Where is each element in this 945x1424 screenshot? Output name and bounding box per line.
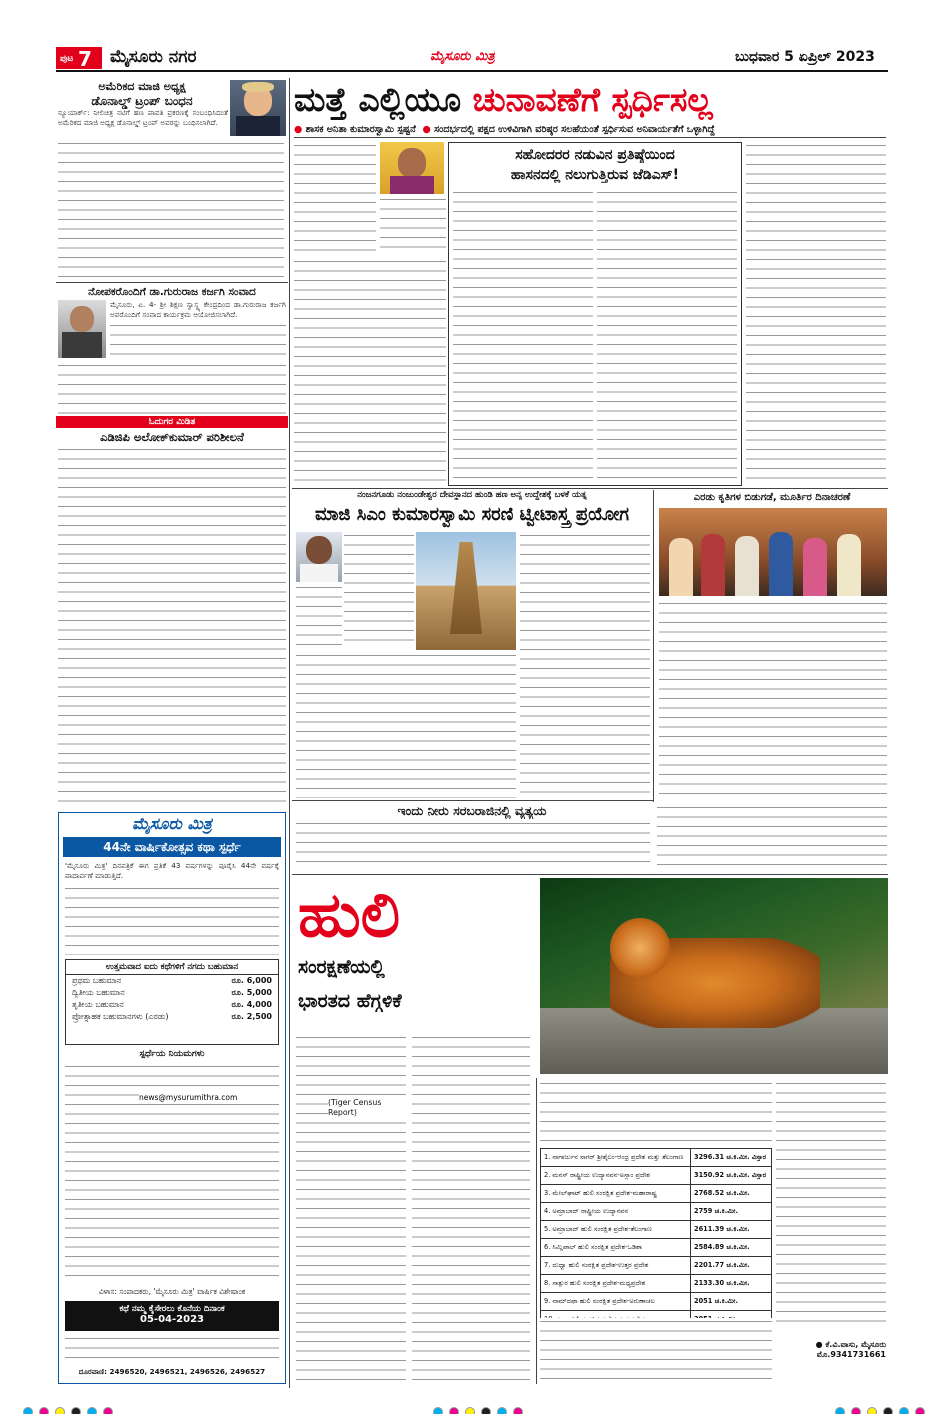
reserve-area: 2584.89 ಚ.ಕಿ.ಮೀ. <box>691 1239 772 1257</box>
contest-box <box>58 812 286 1384</box>
contest-intro-body <box>65 885 279 955</box>
tiger-photo <box>540 878 888 1074</box>
prize-list <box>66 975 278 1023</box>
water-headline: ಇಂದು ನೀರು ಸರಬರಾಜಿನಲ್ಲಿ ವ್ಯತ್ಯಯ <box>397 803 547 818</box>
reserve-area: 2611.39 ಚ.ಕಿ.ಮೀ. <box>691 1221 772 1239</box>
hassan-title-2: ಹಾಸನದಲ್ಲಿ ನಲುಗುತ್ತಿರುವ ಜೆಡಿಎಸ್! <box>510 167 680 183</box>
hundi-headline: ಮಾಜಿ ಸಿಎಂ ಕುಮಾರಸ್ವಾಮಿ ಸರಣಿ ಟ್ವೀಟಾಸ್ತ್ರ ಪ್ರಯೋಗ <box>314 504 630 525</box>
registration-dot <box>867 1407 877 1414</box>
masthead-logo: ಮೈಸೂರು ಮಿತ್ರ <box>430 49 495 64</box>
reserve-name <box>541 1149 691 1167</box>
prize-row <box>66 1011 278 1023</box>
table-row <box>541 1293 772 1311</box>
prize-label: ತೃತೀಯ ಬಹುಮಾನ <box>72 1000 124 1009</box>
reserve-name <box>541 1221 691 1239</box>
table-row <box>541 1257 772 1275</box>
registration-dot <box>835 1407 845 1414</box>
trump-body-text <box>58 140 284 278</box>
deadline-date: 05-04-2023 <box>140 1314 204 1325</box>
registration-dot <box>87 1407 97 1414</box>
hundi-body-c <box>296 652 516 798</box>
reserve-area: 2051 ಚ.ಕಿ.ಮೀ. <box>691 1293 772 1311</box>
hundi-body-a <box>344 532 414 648</box>
tiger-big-title: ಹುಲಿ <box>298 878 401 951</box>
hundi-body-d <box>520 532 650 798</box>
hundi-kicker: ನಂಜನಗೂಡು ನಂಜುಂಡೇಶ್ವರ ದೇವಸ್ಥಾನದ ಹುಂಡಿ ಹಣ ಅನ್ಯ ಉದ್ದೇಶಕ್ಕೆ ಬಳಕೆ ಯತ್ನ <box>357 490 587 500</box>
contest-intro: 'ಮೈಸೂರು ಮಿತ್ರ' ದಿನಪತ್ರಿಕೆ ಈಗ ಪ್ರತಿಕೆ 43 ವರ್ಷಗಳನ್ನು ಪೂರೈಸಿ 44ನೇ ವರ್ಷಕ್ಕೆ ಪಾದಾರ್ಪಣೆ ಮಾಡುತ್ತಿದೆ. <box>65 861 279 880</box>
reserve-area: 2759 ಚ.ಕಿ.ಮೀ. <box>691 1203 772 1221</box>
tiger-census-note: (Tiger Census Report) <box>328 1098 410 1118</box>
prize-row <box>66 975 278 987</box>
table-row <box>541 1185 772 1203</box>
hassan-title-1: ಸಹೋದರರ ನಡುವಿನ ಪ್ರತಿಷ್ಠೆಯಿಂದ <box>515 147 675 163</box>
table-row <box>541 1239 772 1257</box>
column-divider <box>653 490 654 802</box>
contest-phones: ದೂರವಾಣಿ: 2496520, 2496521, 2496526, 2496527 <box>78 1367 266 1376</box>
kargi-photo <box>58 300 106 358</box>
table-row <box>541 1221 772 1239</box>
trump-title-1: ಅಮೆರಿಕದ ಮಾಜಿ ಅಧ್ಯಕ್ಷ <box>98 80 186 93</box>
kargi-headline: ನೋಪಕರೊಂದಿಗೆ ಡಾ.ಗುರುರಾಜ ಕರ್ಜಗಿ ಸಂವಾದ <box>88 286 256 298</box>
section-name: ಮೈಸೂರು ನಗರ <box>110 47 197 67</box>
election-body-a <box>294 142 376 256</box>
books-body-text-2 <box>657 804 887 870</box>
prize-label: ದ್ವಿತೀಯ ಬಹುಮಾನ <box>72 988 125 997</box>
prize-table <box>65 959 279 1045</box>
tiger-body-b <box>412 1034 530 1384</box>
anitha-photo <box>380 142 444 194</box>
table-row <box>541 1275 772 1293</box>
tiger-reserve-table <box>540 1148 772 1329</box>
section-banner: ಓದುಗರ ಮಿಡಿತ <box>56 416 288 428</box>
reserve-title: ನಾಗಾರ್ಜುನ ಸಾಗರ್ ಶ್ರೀಶೈಲಂ-ಆಂಧ್ರ ಪ್ರದೇಶ ಮತ್ತು ತೆಲಂಗಾಣ <box>552 1153 684 1161</box>
prize-amount: ರೂ. 5,000 <box>231 988 272 997</box>
books-event-photo <box>659 508 887 596</box>
reserve-title: ಅಮ್ರಾಬಾದ್ ಹುಲಿ ಸಂರಕ್ಷಿತ ಪ್ರದೇಶ-ತೆಲಂಗಾಣ <box>552 1225 652 1233</box>
tiger-body-c <box>540 1080 772 1146</box>
hdk-photo <box>296 532 342 582</box>
election-headline-b: ಚುನಾವಣೆಗೆ ಸ್ಪರ್ಧಿಸಲ್ಲ <box>472 80 713 119</box>
reserve-name <box>541 1257 691 1275</box>
election-sub-2: ಸಂದರ್ಭದಲ್ಲಿ ಪಕ್ಷದ ಉಳಿವಿಗಾಗಿ ವರಿಷ್ಠರ ಸಲಹೆಯಂತೆ ಸ್ಪರ್ಧಿಸುವ ಅನಿವಾರ್ಯತೆಗೆ ಒಳ್ಳಾಗಿದ್ದೆ <box>434 124 715 135</box>
page-number-box <box>56 47 102 69</box>
issue-date: ಬುಧವಾರ 5 ಏಪ್ರಿಲ್ 2023 <box>735 49 875 65</box>
divider <box>292 488 888 489</box>
reserve-area: 2133.30 ಚ.ಕಿ.ಮೀ. <box>691 1275 772 1293</box>
tiger-body-e <box>776 1080 886 1330</box>
contest-email: news@mysurumithra.com <box>139 1093 279 1102</box>
column-divider <box>536 1078 537 1384</box>
registration-dot <box>71 1407 81 1414</box>
divider <box>292 800 654 801</box>
page-number: 7 <box>78 47 92 69</box>
reserve-title: ನಾಮ್‌ದಫಾ ಹುಲಿ ಸಂರಕ್ಷಿತ ಪ್ರದೇಶ-ಅರುಣಾಚಲ <box>552 1297 655 1305</box>
registration-dot <box>39 1407 49 1414</box>
tiger-body-a <box>296 1034 406 1384</box>
deadline-box <box>65 1301 279 1331</box>
registration-dots-right <box>832 1402 932 1414</box>
reserve-name <box>541 1203 691 1221</box>
prize-heading: ಉತ್ತಮವಾದ ಐದು ಕಥೆಗಳಿಗೆ ನಗದು ಬಹುಮಾನ <box>66 960 278 975</box>
byline: ● ಕೆ.ವಿ.ವಾಸು, ಮೈಸೂರು ಮೊ.9341731661 <box>776 1340 886 1360</box>
reserve-area: 3150.92 ಚ.ಕಿ.ಮೀ. ವಿಸ್ತಾರ <box>691 1167 772 1185</box>
prize-row <box>66 987 278 999</box>
kargi-body-a <box>110 322 286 360</box>
registration-dot <box>851 1407 861 1414</box>
contest-address: ವಿಳಾಸ: ಸಂಪಾದಕರು, 'ಮೈಸೂರು ಮಿತ್ರ' ವಾರ್ಷಿಕ ವಿಶೇಷಾಂಕ <box>98 1287 246 1296</box>
trump-photo <box>230 80 286 136</box>
reserve-name <box>541 1293 691 1311</box>
temple-photo <box>416 532 516 650</box>
reserve-title: ಮನಸ್ ರಾಷ್ಟ್ರೀಯ ಉದ್ಯಾನವನ-ಅಸ್ಸಾಂ ಪ್ರದೇಶ <box>552 1171 651 1179</box>
water-body-text <box>296 820 650 870</box>
reserve-number: 6. <box>544 1243 551 1251</box>
reserve-number: 7. <box>544 1261 551 1269</box>
reserve-name <box>541 1167 691 1185</box>
hassan-box <box>448 142 742 486</box>
reserve-area: 2201.77 ಚ.ಕಿ.ಮೀ. <box>691 1257 772 1275</box>
election-headline-a: ಮತ್ತೆ ಎಲ್ಲಿಯೂ <box>294 80 462 119</box>
reserve-number: 9. <box>544 1297 551 1305</box>
reserve-title: ಸಾತ್ಪುರ ಹುಲಿ ಸಂರಕ್ಷಿತ ಪ್ರದೇಶ-ಮಧ್ಯಪ್ರದೇಶ <box>552 1279 646 1287</box>
prize-row <box>66 999 278 1011</box>
hassan-body-a <box>453 189 593 479</box>
registration-dots-center <box>430 1402 530 1414</box>
tiger-title-line2: ಸಂರಕ್ಷಣೆಯಲ್ಲಿ <box>298 956 385 978</box>
trump-headline <box>56 80 228 109</box>
books-body-text <box>659 600 887 800</box>
registration-dot <box>103 1407 113 1414</box>
reserve-name <box>541 1275 691 1293</box>
kargi-lead-text: ಮೈಸೂರು, ಏ. 4- ಶ್ರೀ ಶಿಕ್ಷಣ ಸ್ವಾಸ್ಥ್ಯ ಕೇಂದ್ರದಿಂದ ಡಾ.ಗುರುರಾಜ ಕರ್ಜಗಿ ಅವರೊಂದಿಗೆ ಸಂವಾದ ಕಾರ್ಯಕ್ರಮ ಆಯೋಜಿಸಲಾಗಿದೆ. <box>110 300 286 319</box>
reserve-number: 2. <box>544 1171 551 1179</box>
registration-dot <box>465 1407 475 1414</box>
column-divider <box>289 78 290 1388</box>
byline-phone: ಮೊ.9341731661 <box>816 1350 886 1359</box>
contest-footer-text <box>65 1335 279 1363</box>
prize-amount: ರೂ. 6,000 <box>231 976 272 985</box>
registration-dots-left <box>20 1402 120 1414</box>
election-body-b <box>380 196 446 256</box>
prize-amount: ರೂ. 2,500 <box>231 1012 272 1021</box>
election-headline <box>294 80 886 120</box>
alok-headline: ಎಡಿಜಿಪಿ ಅಲೋಕ್‌ಕುಮಾರ್ ಪರಿಶೀಲನೆ <box>100 430 244 444</box>
prize-label: ಪ್ರೋತ್ಸಾಹಕ ಬಹುಮಾನಗಳು (ಎರಡು) <box>72 1012 169 1021</box>
registration-dot <box>497 1407 507 1414</box>
registration-dot <box>433 1407 443 1414</box>
table-row <box>541 1203 772 1221</box>
reserve-number: 1. <box>544 1153 551 1161</box>
election-body-c <box>294 258 446 484</box>
reserve-name <box>541 1185 691 1203</box>
alok-body-text <box>58 446 286 808</box>
reserve-title: ಮೇಲ್‌ಘಾಟ್ ಹುಲಿ ಸಂರಕ್ಷಿತ ಪ್ರದೇಶ-ಮಹಾರಾಷ್ಟ್ರ <box>552 1189 657 1197</box>
reserve-area: 2768.52 ಚ.ಕಿ.ಮೀ. <box>691 1185 772 1203</box>
books-headline: ಎರಡು ಕೃತಿಗಳ ಬಿಡುಗಡೆ, ಮೂರ್ತಿರ ದಿನಾಚರಣೆ <box>693 492 851 503</box>
registration-dot <box>915 1407 925 1414</box>
tiger-title-line3: ಭಾರತದ ಹೆಗ್ಗಳಿಕೆ <box>298 990 402 1012</box>
prize-amount: ರೂ. 4,000 <box>231 1000 272 1009</box>
tiger-body-d <box>540 1318 772 1382</box>
table-row <box>541 1149 772 1167</box>
registration-dot <box>513 1407 523 1414</box>
registration-dot <box>23 1407 33 1414</box>
reserve-name <box>541 1239 691 1257</box>
reserve-number: 4. <box>544 1207 551 1215</box>
table-row <box>541 1167 772 1185</box>
registration-dot <box>899 1407 909 1414</box>
reserve-title: ದುಧ್ವಾ ಹುಲಿ ಸಂರಕ್ಷಿತ ಪ್ರದೇಶ-ಉತ್ತರ ಪ್ರದೇಶ <box>552 1261 649 1269</box>
rules-heading: ಸ್ಪರ್ಧೆಯ ನಿಯಮಗಳು <box>139 1049 205 1059</box>
contest-title: 44ನೇ ವಾರ್ಷಿಕೋತ್ಸವ ಕಥಾ ಸ್ಪರ್ಧೆ <box>63 837 281 857</box>
prize-label: ಪ್ರಥಮ ಬಹುಮಾನ <box>72 976 122 985</box>
trump-lead-text: ನ್ಯೂಯಾರ್ಕ್: ನೀಲಿಚಿತ್ರ ನಟಿಗೆ ಹಣ ಪಾವತಿ ಪ್ರಕರಣಕ್ಕೆ ಸಂಬಂಧಿಸಿದಂತೆ ಅಮೆರಿಕದ ಮಾಜಿ ಅಧ್ಯಕ್ಷ ಡೊನಾಲ್ಡ್ ಟ್ರಂಪ್ ಅವರನ್ನು ಬಂಧಿಸಲಾಗಿದೆ. <box>58 108 228 127</box>
election-sub-1: ಶಾಸಕ ಅನಿತಾ ಕುಮಾರಸ್ವಾಮಿ ಸ್ಪಷ್ಟನೆ <box>305 124 416 135</box>
reserve-area: 3296.31 ಚ.ಕಿ.ಮೀ. ವಿಸ್ತಾರ <box>691 1149 772 1167</box>
reserve-number: 3. <box>544 1189 551 1197</box>
divider <box>292 874 888 875</box>
page-label: ಪುಟ <box>60 54 74 64</box>
registration-dot <box>449 1407 459 1414</box>
contest-logo: ಮೈಸೂರು ಮಿತ್ರ <box>132 814 212 833</box>
hundi-body-b <box>296 584 342 650</box>
divider <box>56 282 288 283</box>
hassan-body-b <box>597 189 737 479</box>
reserve-title: ಅಮ್ರಾಬಾದ್ ರಾಷ್ಟ್ರೀಯ ಉದ್ಯಾನವನ <box>552 1207 629 1215</box>
reserve-number: 8. <box>544 1279 551 1287</box>
trump-title-2: ಡೊನಾಲ್ಡ್ ಟ್ರಂಪ್ ಬಂಧನ <box>91 94 193 108</box>
registration-dot <box>481 1407 491 1414</box>
registration-dot <box>883 1407 893 1414</box>
registration-dot <box>55 1407 65 1414</box>
reserve-title: ಸಿಮ್ಲಿಪಾಲ್ ಹುಲಿ ಸಂರಕ್ಷಿತ ಪ್ರದೇಶ-ಒಡಿಶಾ <box>552 1243 643 1251</box>
byline-name: ಕೆ.ವಿ.ವಾಸು, ಮೈಸೂರು <box>825 1340 886 1349</box>
kargi-body-b <box>58 362 286 416</box>
deadline-label: ಕಥೆ ನಮ್ಮ ಕೈಸೇರಲು ಕೊನೆಯ ದಿನಾಂಕ <box>119 1304 225 1314</box>
reserve-number: 5. <box>544 1225 551 1233</box>
election-body-d <box>746 142 886 486</box>
election-subheads: ● ಶಾಸಕ ಅನಿತಾ ಕುಮಾರಸ್ವಾಮಿ ಸ್ಪಷ್ಟನೆ ● ಸಂದರ್ಭದಲ್ಲಿ ಪಕ್ಷದ ಉಳಿವಿಗಾಗಿ ವರಿಷ್ಠರ ಸಲಹೆಯಂತೆ ಸ್ಪರ್ಧಿಸುವ ಅನಿವಾರ್ಯತೆಗೆ ಒಳ್ಳಾಗಿದ್ದೆ <box>294 124 886 138</box>
